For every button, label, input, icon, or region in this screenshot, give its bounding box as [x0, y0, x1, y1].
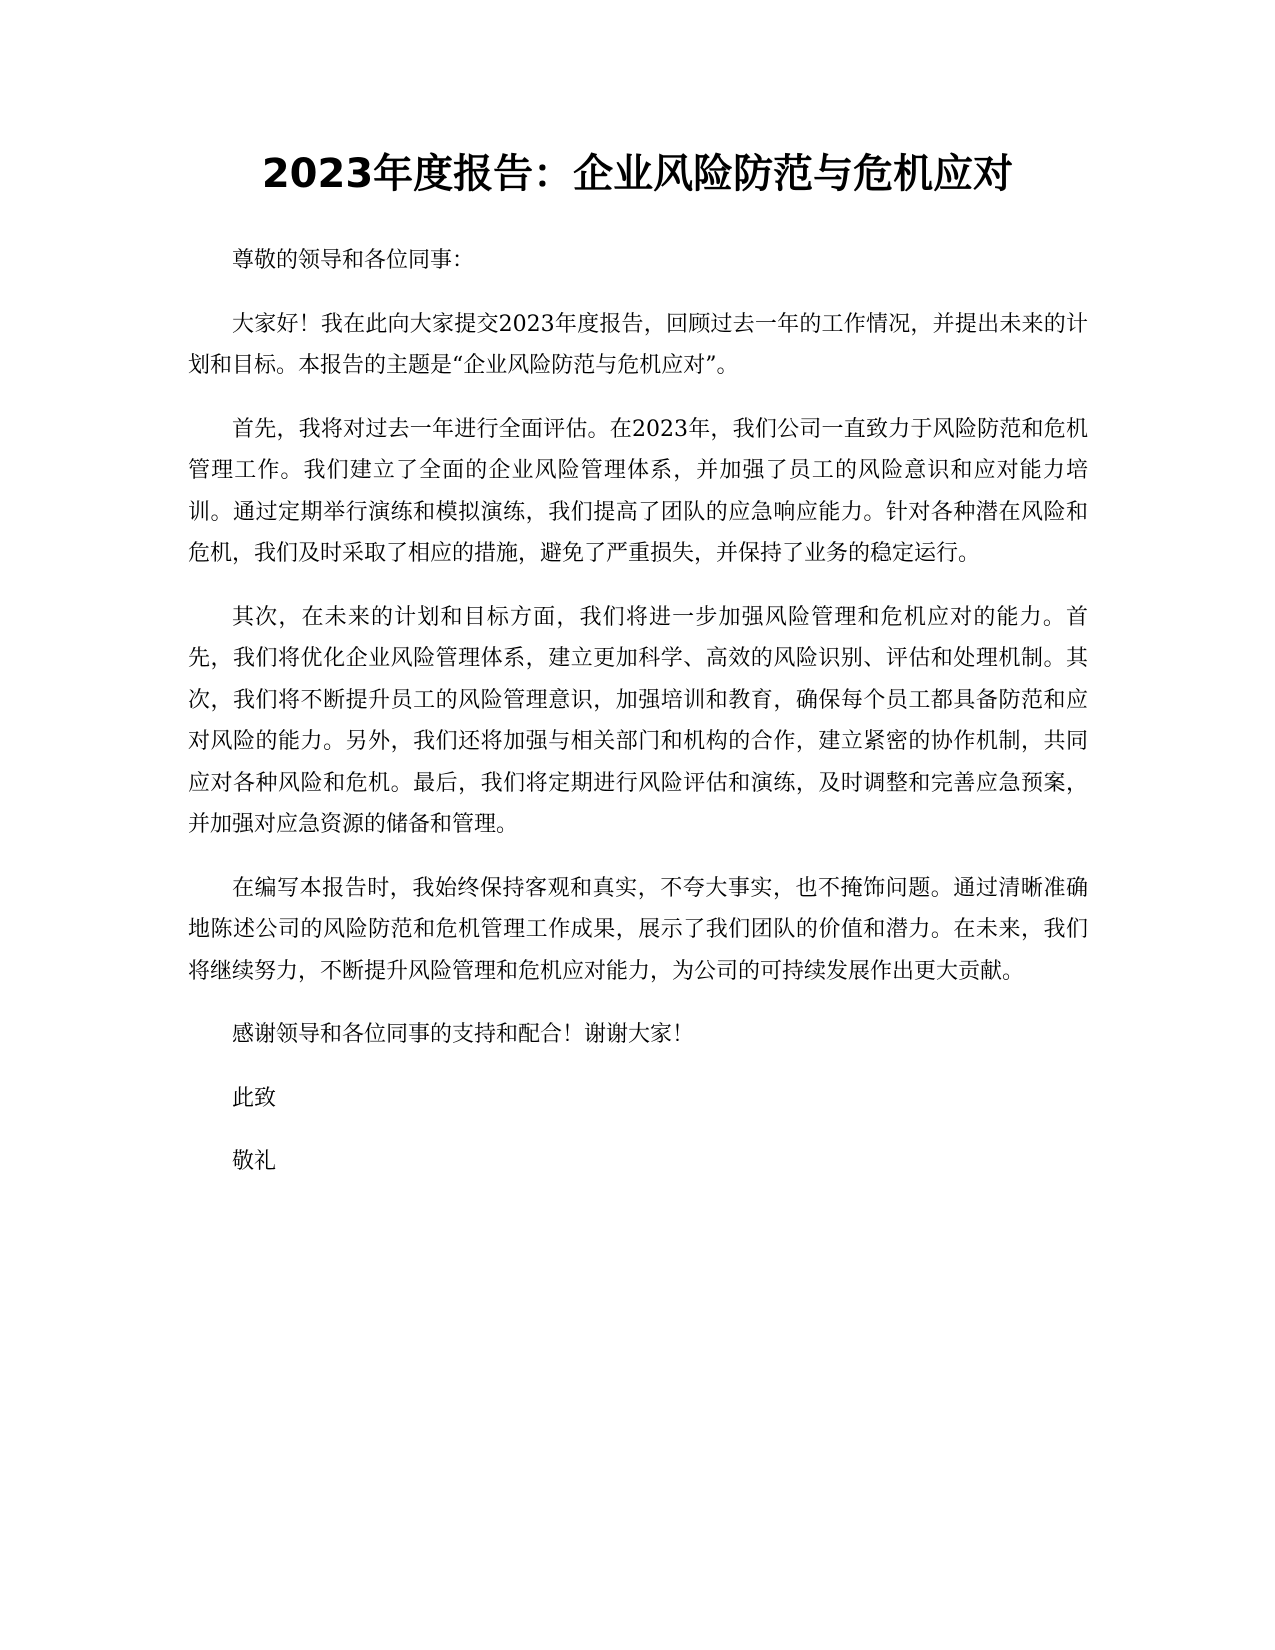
paragraph-intro: 大家好！我在此向大家提交2023年度报告，回顾过去一年的工作情况，并提出未来的计划和目标。本报告的主题是“企业风险防范与危机应对”。 — [188, 311, 1088, 378]
closing-line-2: 敬礼 — [232, 1149, 277, 1174]
page-title: 2023年度报告：企业风险防范与危机应对 — [261, 151, 1014, 197]
paragraph-review: 首先，我将对过去一年进行全面评估。在2023年，我们公司一直致力于风险防范和危机管理工作。我们建立了全面的企业风险管理体系，并加强了员工的风险意识和应对能力培训。通过定期举行演练和模拟演练，我们提高了团队的应急响应能力。针对各种潜在风险和危机，我们及时采取了相应的措施，避免了严重损失，并保持了业务的稳定运行。 — [188, 416, 1088, 566]
document-body — [188, 240, 1088, 1205]
thanks-line: 感谢领导和各位同事的支持和配合！谢谢大家！ — [232, 1022, 695, 1047]
paragraph-statement: 在编写本报告时，我始终保持客观和真实，不夸大事实，也不掩饰问题。通过清晰准确地陈述公司的风险防范和危机管理工作成果，展示了我们团队的价值和潜力。在未来，我们将继续努力，不断提升风险管理和危机应对能力，为公司的可持续发展作出更大贡献。 — [188, 875, 1088, 984]
paragraph-plans: 其次，在未来的计划和目标方面，我们将进一步加强风险管理和危机应对的能力。首先，我们将优化企业风险管理体系，建立更加科学、高效的风险识别、评估和处理机制。其次，我们将不断提升员工的风险管理意识，加强培训和教育，确保每个员工都具备防范和应对风险的能力。另外，我们还将加强与相关部门和机构的合作，建立紧密的协作机制，共同应对各种风险和危机。最后，我们将定期进行风险评估和演练，及时调整和完善应急预案，并加强对应急资源的储备和管理。 — [188, 604, 1088, 837]
salutation: 尊敬的领导和各位同事： — [232, 248, 475, 273]
closing-line-1: 此致 — [232, 1085, 277, 1111]
